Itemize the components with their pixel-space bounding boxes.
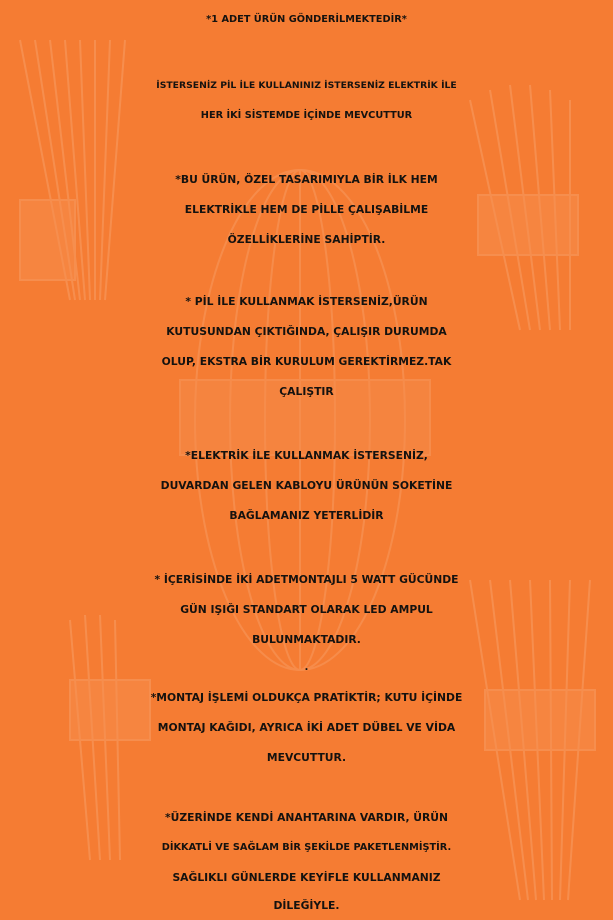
text-line: KUTUSUNDAN ÇIKTIĞINDA, ÇALIŞIR DURUMDA: [166, 325, 447, 338]
text-line: DUVARDAN GELEN KABLOYU ÜRÜNÜN SOKETİNE: [160, 479, 453, 492]
text-line: .: [304, 662, 309, 673]
text-line: * PİL İLE KULLANMAK İSTERSENİZ,ÜRÜN: [185, 295, 428, 308]
text-line: BULUNMAKTADIR.: [252, 633, 361, 646]
text-line: *BU ÜRÜN, ÖZEL TASARIMIYLA BİR İLK HEM: [175, 173, 438, 186]
headline: *1 ADET ÜRÜN GÖNDERİLMEKTEDİR*: [206, 14, 407, 25]
text-line: ÇALIŞTIR: [279, 385, 334, 398]
text-line: MEVCUTTUR.: [266, 751, 347, 764]
text-line: MONTAJ KAĞIDI, AYRICA İKİ ADET DÜBEL VE VİDA: [157, 721, 456, 734]
text-line: OLUP, EKSTRA BİR KURULUM GEREKTİRMEZ.TAK: [161, 355, 452, 368]
text-line: İSTERSENİZ PİL İLE KULLANINIZ İSTERSENİZ ELEKTRİK İLE: [156, 80, 457, 91]
text-line: DİKKATLİ VE SAĞLAM BİR ŞEKİLDE PAKETLENMİŞTİR.: [161, 842, 452, 853]
text-line: ÖZELLİKLERİNE SAHİPTİR.: [227, 233, 386, 246]
text-line: * İÇERİSİNDE İKİ ADETMONTAJLI 5 WATT GÜCÜNDE: [154, 573, 459, 586]
text-line: BAĞLAMANIZ YETERLİDİR: [229, 509, 384, 522]
text-line: SAĞLIKLI GÜNLERDE KEYİFLE KULLANMANIZ: [172, 871, 441, 884]
text-line: GÜN IŞIĞI STANDART OLARAK LED AMPUL: [180, 603, 433, 616]
text-line: DİLEĞİYLE.: [273, 899, 340, 912]
text-line: *ÜZERİNDE KENDİ ANAHTARINA VARDIR, ÜRÜN: [164, 811, 449, 824]
text-line: HER İKİ SİSTEMDE İÇİNDE MEVCUTTUR: [200, 110, 413, 121]
text-line: *MONTAJ İŞLEMİ OLDUKÇA PRATİKTİR; KUTU İÇİNDE: [150, 691, 463, 704]
text-line: *ELEKTRİK İLE KULLANMAK İSTERSENİZ,: [185, 449, 428, 462]
text-line: ELEKTRİKLE HEM DE PİLLE ÇALIŞABİLME: [184, 203, 429, 216]
